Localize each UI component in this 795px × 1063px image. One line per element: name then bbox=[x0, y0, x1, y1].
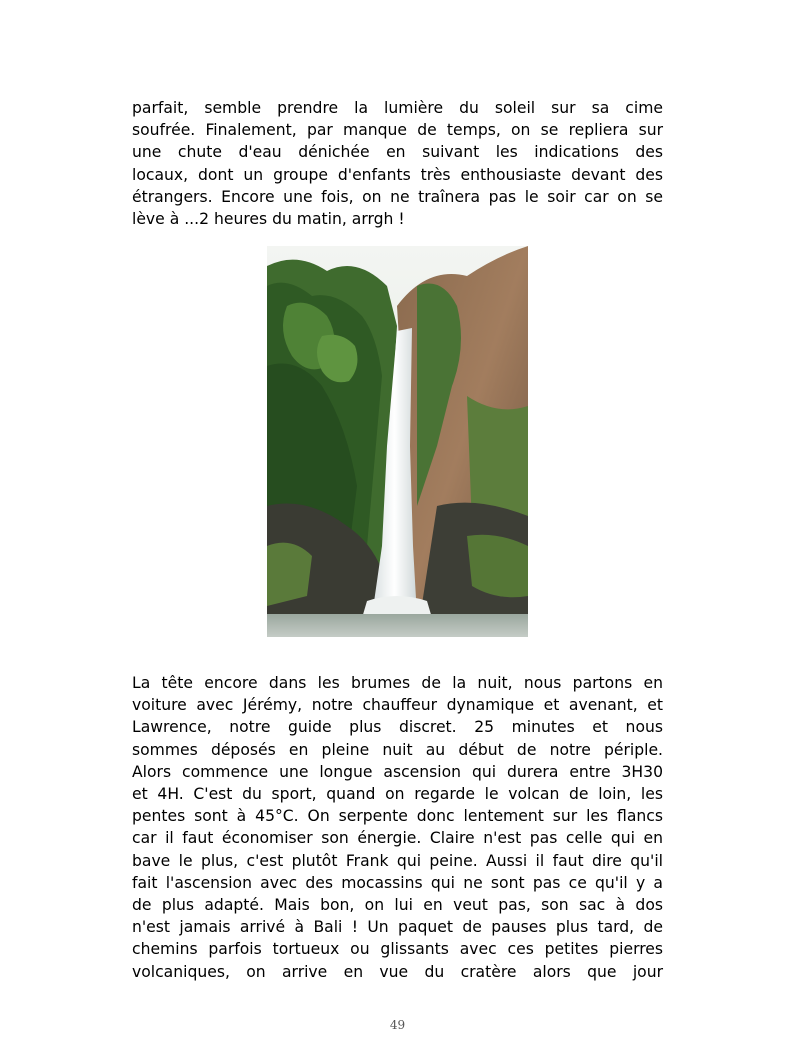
text-line: étrangers. Encore une fois, on ne traînera pas le soir car on se bbox=[132, 187, 663, 206]
text-line: pentes sont à 45°C. On serpente donc lentement sur les flancs bbox=[132, 807, 663, 826]
paragraph-ascension bbox=[132, 672, 663, 983]
text-line: soufrée. Finalement, par manque de temps, on se repliera sur bbox=[132, 121, 663, 140]
text-line: Lawrence, notre guide plus discret. 25 minutes et nous bbox=[132, 718, 663, 737]
text-line: car il faut économiser son énergie. Claire n'est pas celle qui en bbox=[132, 829, 663, 848]
page-number: 49 bbox=[389, 1018, 406, 1032]
text-line: fait l'ascension avec des mocassins qui ne sont pas ce qu'il y a bbox=[132, 873, 663, 892]
text-line: lève à ...2 heures du matin, arrgh ! bbox=[132, 210, 405, 229]
text-line: parfait, semble prendre la lumière du soleil sur sa cime bbox=[132, 99, 663, 117]
text-line: locaux, dont un groupe d'enfants très enthousiaste devant des bbox=[132, 165, 663, 184]
text-line: Alors commence une longue ascension qui durera entre 3H30 bbox=[132, 762, 663, 781]
text-line: chemins parfois tortueux ou glissants avec ces petites pierres bbox=[132, 940, 663, 959]
text-line: et 4H. C'est du sport, quand on regarde le volcan de loin, les bbox=[132, 785, 663, 804]
text-line: voiture avec Jérémy, notre chauffeur dynamique et avenant, et bbox=[132, 696, 663, 715]
text-line: bave le plus, c'est plutôt Frank qui peine. Aussi il faut dire qu'il bbox=[132, 851, 663, 870]
text-line: une chute d'eau dénichée en suivant les indications des bbox=[132, 143, 663, 162]
waterfall-photo bbox=[267, 246, 528, 637]
text-line: de plus adapté. Mais bon, on lui en veut pas, son sac à dos bbox=[132, 896, 663, 915]
text-line: La tête encore dans les brumes de la nuit, nous partons en bbox=[132, 674, 663, 692]
text-line: sommes déposés en pleine nuit au début de notre périple. bbox=[132, 740, 663, 759]
text-line: n'est jamais arrivé à Bali ! Un paquet de pauses plus tard, de bbox=[132, 918, 663, 937]
paragraph-intro bbox=[132, 97, 663, 230]
text-line: volcaniques, on arrive en vue du cratère alors que jour bbox=[132, 962, 663, 981]
